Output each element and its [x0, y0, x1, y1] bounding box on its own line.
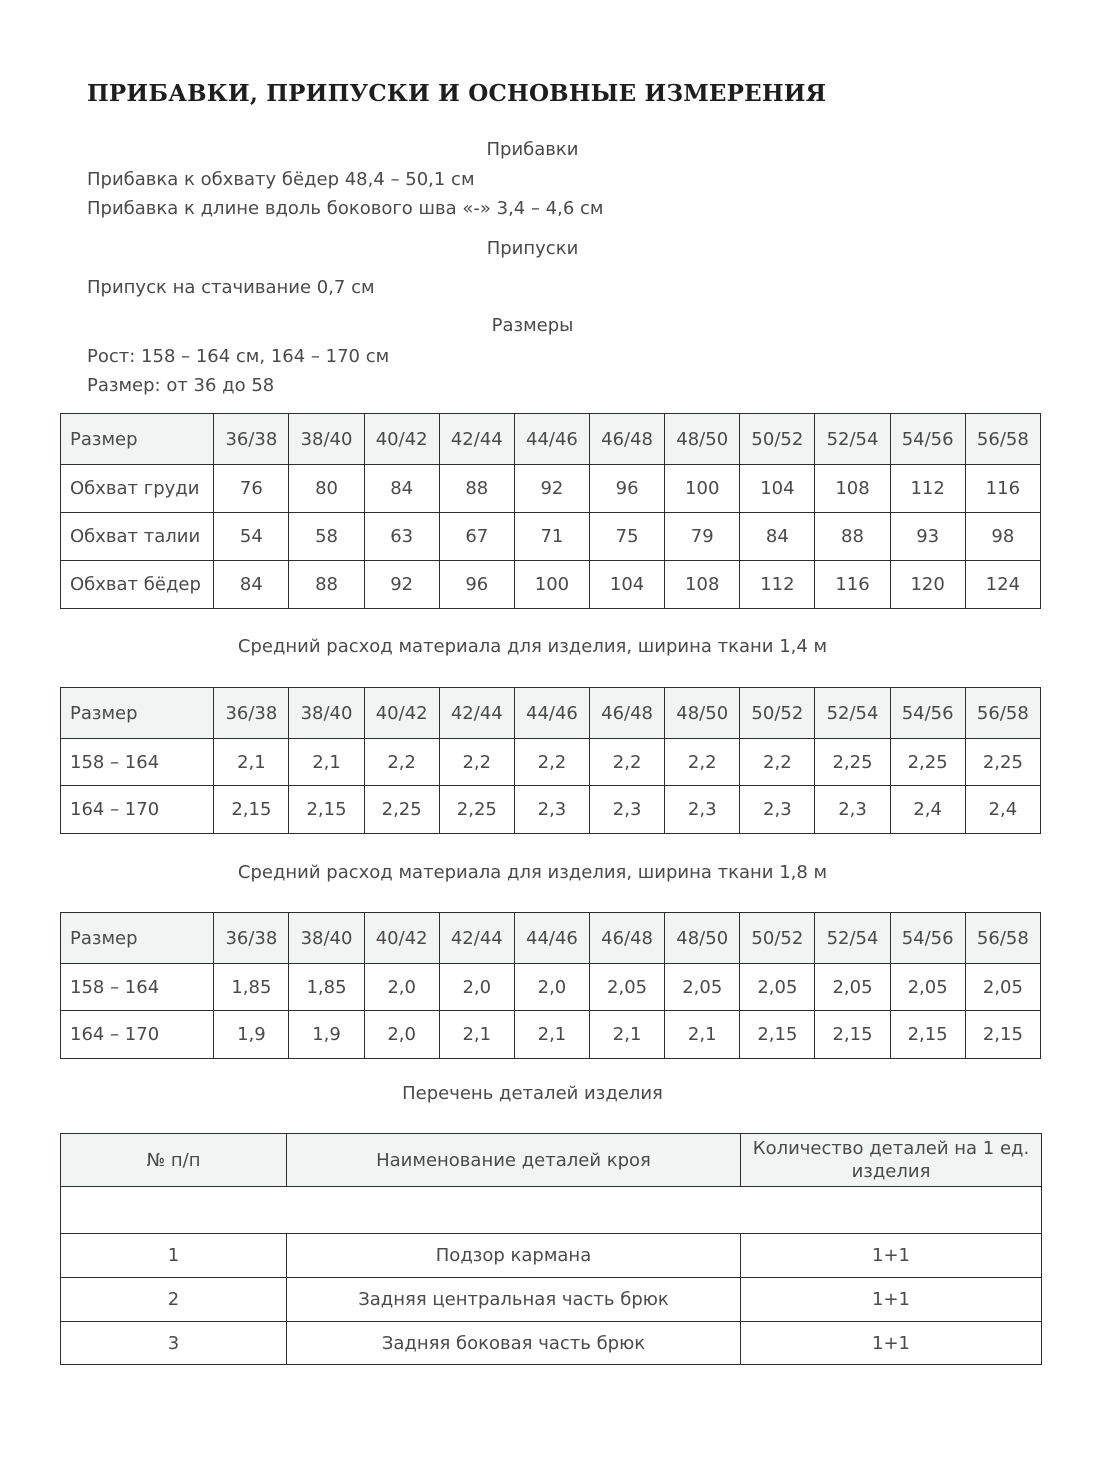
header-cell: Наименование деталей кроя: [287, 1134, 741, 1187]
table-cell: 108: [665, 561, 740, 609]
table-row: [61, 1278, 1042, 1322]
table-cell: 2,15: [289, 786, 364, 834]
table-cell: 2,05: [890, 964, 965, 1011]
row-label: Обхват груди: [61, 465, 214, 513]
row-label: Обхват талии: [61, 513, 214, 561]
table-cell: 2,2: [590, 739, 665, 786]
header-cell: 52/54: [815, 913, 890, 964]
header-cell: 46/48: [590, 688, 665, 739]
table-cell: 63: [364, 513, 439, 561]
table-cell: 2,0: [364, 1011, 439, 1059]
table-row: [61, 1234, 1042, 1278]
header-cell: 38/40: [289, 688, 364, 739]
table-cell: 76: [214, 465, 289, 513]
table-cell: 2,1: [289, 739, 364, 786]
table-cell: 2: [61, 1278, 287, 1322]
header-cell: 36/38: [214, 913, 289, 964]
table-cell: 1+1: [741, 1234, 1042, 1278]
table-cell: 67: [439, 513, 514, 561]
table-row: [61, 786, 1041, 834]
header-cell: Количество деталей на 1 ед. изделия: [741, 1134, 1042, 1187]
header-cell: 46/48: [590, 414, 665, 465]
table-row: [61, 513, 1041, 561]
table-row: [61, 964, 1041, 1011]
page-title: ПРИБАВКИ, ПРИПУСКИ И ОСНОВНЫЕ ИЗМЕРЕНИЯ: [87, 80, 827, 107]
table-cell: 2,25: [439, 786, 514, 834]
consumption-18-caption: Средний расход материала для изделия, ширина ткани 1,8 м: [237, 862, 828, 883]
table-cell: 2,3: [815, 786, 890, 834]
table-cell: 2,25: [364, 786, 439, 834]
table-cell: 2,1: [514, 1011, 589, 1059]
table-cell: 2,2: [665, 739, 740, 786]
table-cell: 2,05: [665, 964, 740, 1011]
header-cell: 44/46: [514, 913, 589, 964]
header-cell: 42/44: [439, 688, 514, 739]
table-cell: 116: [815, 561, 890, 609]
table-cell: 3: [61, 1322, 287, 1365]
table-row: [61, 1011, 1041, 1059]
table-cell: 2,05: [965, 964, 1040, 1011]
table-cell: 92: [514, 465, 589, 513]
table-cell: 84: [740, 513, 815, 561]
table-cell: 79: [665, 513, 740, 561]
header-cell: 44/46: [514, 688, 589, 739]
table-cell: 108: [815, 465, 890, 513]
header-cell: 42/44: [439, 414, 514, 465]
header-cell: 54/56: [890, 913, 965, 964]
seam-allowance-text: Припуск на стачивание 0,7 см: [87, 277, 375, 298]
table-cell: 84: [364, 465, 439, 513]
header-cell: 56/58: [965, 688, 1040, 739]
table-cell: 84: [214, 561, 289, 609]
header-cell: № п/п: [61, 1134, 287, 1187]
table-cell: 120: [890, 561, 965, 609]
header-cell: 48/50: [665, 913, 740, 964]
table-cell: 2,15: [214, 786, 289, 834]
table-cell: 2,2: [514, 739, 589, 786]
table-row: [61, 561, 1041, 609]
table-cell: 2,2: [740, 739, 815, 786]
allowance-hips-text: Прибавка к обхвату бёдер 48,4 – 50,1 см: [87, 169, 475, 190]
table-cell: 2,2: [439, 739, 514, 786]
table-cell: 75: [590, 513, 665, 561]
size-range-text: Размер: от 36 до 58: [87, 375, 275, 396]
parts-header-row: [61, 1134, 1042, 1187]
table-row: [61, 465, 1041, 513]
header-cell: 36/38: [214, 688, 289, 739]
table-cell: 112: [890, 465, 965, 513]
table-cell: 2,0: [514, 964, 589, 1011]
allowance-length-text: Прибавка к длине вдоль бокового шва «-» 3,4 – 4,6 см: [87, 198, 604, 219]
table-cell: 104: [740, 465, 815, 513]
header-cell: 50/52: [740, 688, 815, 739]
table-cell: Задняя центральная часть брюк: [287, 1278, 741, 1322]
seams-heading: Припуски: [486, 238, 579, 259]
table-cell: 100: [665, 465, 740, 513]
allowances-heading: Прибавки: [486, 139, 579, 160]
table-cell: 2,1: [439, 1011, 514, 1059]
table-cell: 2,15: [890, 1011, 965, 1059]
table-cell: 2,25: [965, 739, 1040, 786]
table-cell: 2,05: [740, 964, 815, 1011]
table-cell: 88: [289, 561, 364, 609]
table-cell: 98: [965, 513, 1040, 561]
table-cell: Подзор кармана: [287, 1234, 741, 1278]
consumption-18-header-row: [61, 913, 1041, 964]
header-cell: 54/56: [890, 688, 965, 739]
header-cell: Размер: [61, 688, 214, 739]
table-row: [61, 1322, 1042, 1365]
header-cell: 40/42: [364, 913, 439, 964]
table-cell: 54: [214, 513, 289, 561]
header-cell: Размер: [61, 913, 214, 964]
table-cell: 93: [890, 513, 965, 561]
header-cell: 50/52: [740, 913, 815, 964]
parts-caption: Перечень деталей изделия: [402, 1083, 663, 1104]
header-cell: 54/56: [890, 414, 965, 465]
table-cell: 2,2: [364, 739, 439, 786]
table-cell: 124: [965, 561, 1040, 609]
table-cell: 116: [965, 465, 1040, 513]
table-cell: 58: [289, 513, 364, 561]
header-cell: 40/42: [364, 414, 439, 465]
header-cell: 56/58: [965, 414, 1040, 465]
table-cell: 2,05: [590, 964, 665, 1011]
row-label: 164 – 170: [61, 1011, 214, 1059]
table-cell: 80: [289, 465, 364, 513]
table-cell: 2,4: [965, 786, 1040, 834]
row-label: 158 – 164: [61, 964, 214, 1011]
table-cell: 92: [364, 561, 439, 609]
table-cell: 1,9: [289, 1011, 364, 1059]
header-cell: 50/52: [740, 414, 815, 465]
table-cell: 96: [439, 561, 514, 609]
table-cell: 112: [740, 561, 815, 609]
table-cell: 2,25: [815, 739, 890, 786]
table-cell: 1,85: [214, 964, 289, 1011]
header-cell: 42/44: [439, 913, 514, 964]
table-cell: 2,3: [740, 786, 815, 834]
measurements-table: [60, 413, 1041, 609]
table-cell: Задняя боковая часть брюк: [287, 1322, 741, 1365]
table-cell: 1: [61, 1234, 287, 1278]
header-cell: Размер: [61, 414, 214, 465]
table-cell: 71: [514, 513, 589, 561]
table-cell: 100: [514, 561, 589, 609]
consumption-14-header-row: [61, 688, 1041, 739]
sizes-heading: Размеры: [491, 315, 574, 336]
height-text: Рост: 158 – 164 см, 164 – 170 см: [87, 346, 390, 367]
table-cell: 88: [439, 465, 514, 513]
table-cell: 2,25: [890, 739, 965, 786]
table-cell: 88: [815, 513, 890, 561]
table-cell: 2,0: [364, 964, 439, 1011]
table-cell: 2,1: [590, 1011, 665, 1059]
consumption-18-table: [60, 912, 1041, 1059]
table-cell: 2,0: [439, 964, 514, 1011]
header-cell: 44/46: [514, 414, 589, 465]
table-cell: 1,9: [214, 1011, 289, 1059]
table-cell: 2,3: [665, 786, 740, 834]
header-cell: 48/50: [665, 414, 740, 465]
table-cell: 2,15: [965, 1011, 1040, 1059]
header-cell: 46/48: [590, 913, 665, 964]
header-cell: 48/50: [665, 688, 740, 739]
table-cell: 104: [590, 561, 665, 609]
parts-table: [60, 1133, 1042, 1365]
table-cell: 2,3: [590, 786, 665, 834]
table-cell: 2,1: [665, 1011, 740, 1059]
header-cell: 38/40: [289, 414, 364, 465]
table-cell: 1+1: [741, 1278, 1042, 1322]
table-cell: 1+1: [741, 1322, 1042, 1365]
header-cell: 52/54: [815, 688, 890, 739]
consumption-14-caption: Средний расход материала для изделия, ширина ткани 1,4 м: [237, 636, 828, 657]
table-row: [61, 739, 1041, 786]
empty-cell: [61, 1187, 1042, 1234]
measurements-header-row: [61, 414, 1041, 465]
header-cell: 36/38: [214, 414, 289, 465]
table-cell: 2,1: [214, 739, 289, 786]
table-cell: 2,3: [514, 786, 589, 834]
table-cell: 2,15: [740, 1011, 815, 1059]
header-cell: 40/42: [364, 688, 439, 739]
table-cell: 2,15: [815, 1011, 890, 1059]
table-cell: 1,85: [289, 964, 364, 1011]
header-cell: 52/54: [815, 414, 890, 465]
consumption-14-table: [60, 687, 1041, 834]
header-cell: 38/40: [289, 913, 364, 964]
table-cell: 2,05: [815, 964, 890, 1011]
empty-row: [61, 1187, 1042, 1234]
row-label: Обхват бёдер: [61, 561, 214, 609]
header-cell: 56/58: [965, 913, 1040, 964]
row-label: 158 – 164: [61, 739, 214, 786]
row-label: 164 – 170: [61, 786, 214, 834]
table-cell: 2,4: [890, 786, 965, 834]
table-cell: 96: [590, 465, 665, 513]
